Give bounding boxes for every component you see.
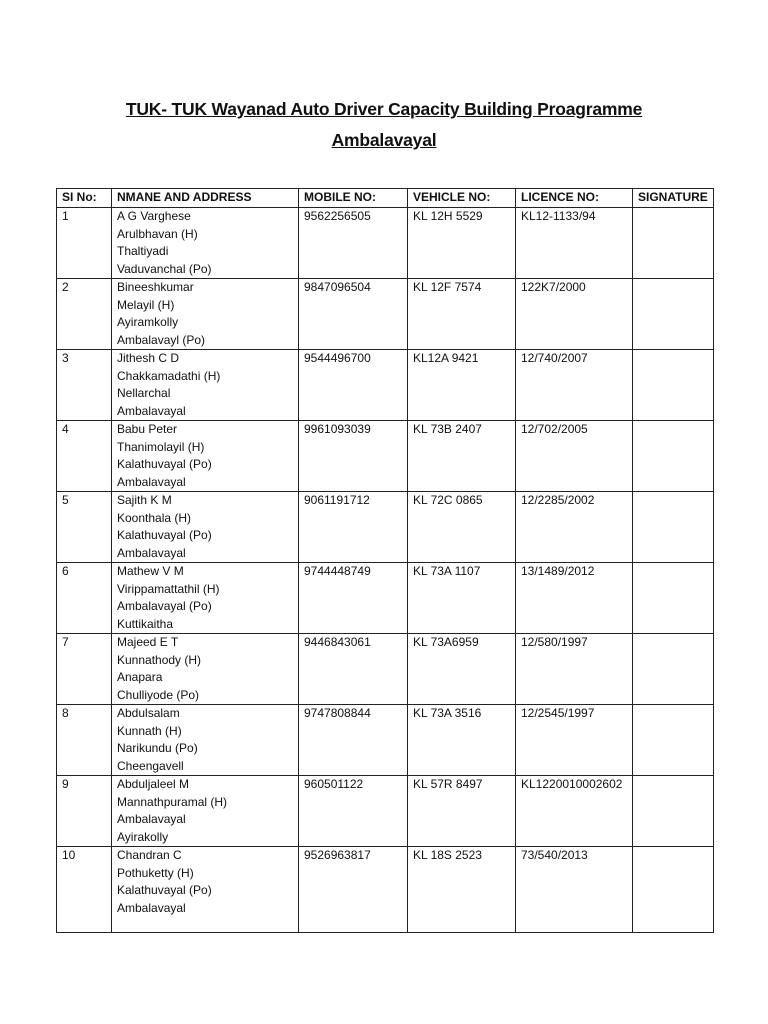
address-line: Abdulsalam xyxy=(117,706,180,720)
address-line: Abduljaleel M xyxy=(117,777,190,791)
cell-si-no: 10 xyxy=(57,847,112,933)
cell-licence: 12/702/2005 xyxy=(516,421,633,492)
cell-licence: 122K7/2000 xyxy=(516,279,633,350)
cell-vehicle: KL 72C 0865 xyxy=(408,492,516,563)
table-row xyxy=(57,208,714,279)
cell-name-address xyxy=(112,279,299,350)
cell-name-address xyxy=(112,563,299,634)
cell-signature xyxy=(633,279,714,350)
address-line: Chulliyode (Po) xyxy=(117,687,200,702)
cell-licence: 13/1489/2012 xyxy=(516,563,633,634)
cell-licence: 12/2545/1997 xyxy=(516,705,633,776)
table-header-row xyxy=(57,189,714,208)
cell-licence: KL12-1133/94 xyxy=(516,208,633,279)
cell-licence: 73/540/2013 xyxy=(516,847,633,933)
cell-mobile: 9562256505 xyxy=(299,208,408,279)
header-licence: LICENCE NO: xyxy=(516,189,633,208)
cell-signature xyxy=(633,350,714,421)
cell-mobile: 9446843061 xyxy=(299,634,408,705)
title-line-1: TUK- TUK Wayanad Auto Driver Capacity Building Proagramme xyxy=(125,99,643,119)
cell-si-no: 1 xyxy=(57,208,112,279)
address-line: Arulbhavan (H) xyxy=(117,226,198,241)
cell-vehicle: KL 12F 7574 xyxy=(408,279,516,350)
table-row xyxy=(57,705,714,776)
address-line: Chandran C xyxy=(117,848,182,862)
cell-licence: 12/740/2007 xyxy=(516,350,633,421)
cell-mobile: 9847096504 xyxy=(299,279,408,350)
table-row xyxy=(57,634,714,705)
address-line: Bineeshkumar xyxy=(117,280,194,294)
cell-mobile: 9961093039 xyxy=(299,421,408,492)
address-line: Ambalavayl (Po) xyxy=(117,332,206,347)
address-line: Nellarchal xyxy=(117,386,171,400)
address-line: Mannathpuramal (H) xyxy=(117,794,228,809)
cell-signature xyxy=(633,421,714,492)
address-line: Chakkamadathi (H) xyxy=(117,368,221,383)
cell-vehicle: KL 57R 8497 xyxy=(408,776,516,847)
address-line: Thaltiyadi xyxy=(117,244,169,258)
table-row xyxy=(57,279,714,350)
cell-vehicle: KL 73B 2407 xyxy=(408,421,516,492)
cell-si-no: 9 xyxy=(57,776,112,847)
cell-name-address xyxy=(112,208,299,279)
table-row xyxy=(57,776,714,847)
header-si-no: SI No: xyxy=(57,189,112,208)
title-line-2: Ambalavayal xyxy=(331,130,437,150)
cell-vehicle: KL12A 9421 xyxy=(408,350,516,421)
cell-vehicle: KL 18S 2523 xyxy=(408,847,516,933)
address-line: Virippamattathil (H) xyxy=(117,581,220,596)
table-row xyxy=(57,563,714,634)
cell-vehicle: KL 73A 1107 xyxy=(408,563,516,634)
address-line: Mathew V M xyxy=(117,564,184,578)
cell-mobile: 9061191712 xyxy=(299,492,408,563)
address-line: Kalathuvayal (Po) xyxy=(117,528,212,542)
cell-licence: 12/2285/2002 xyxy=(516,492,633,563)
cell-name-address xyxy=(112,634,299,705)
cell-signature xyxy=(633,563,714,634)
document-title xyxy=(0,94,768,156)
address-line: Cheengavell xyxy=(117,758,184,773)
address-line: A G Varghese xyxy=(117,209,191,223)
table-row xyxy=(57,492,714,563)
address-line: Sajith K M xyxy=(117,493,172,507)
address-line: Thanimolayil (H) xyxy=(117,439,205,454)
cell-mobile: 9747808844 xyxy=(299,705,408,776)
cell-mobile: 9744448749 xyxy=(299,563,408,634)
address-line: Ambalavayal (Po) xyxy=(117,599,212,613)
address-line: Narikundu (Po) xyxy=(117,741,198,755)
address-line: Kalathuvayal (Po) xyxy=(117,883,212,897)
header-vehicle: VEHICLE NO: xyxy=(408,189,516,208)
cell-mobile: 960501122 xyxy=(299,776,408,847)
address-line: Babu Peter xyxy=(117,422,178,436)
cell-signature xyxy=(633,492,714,563)
address-line: Kunnath (H) xyxy=(117,723,182,738)
address-line: Pothuketty (H) xyxy=(117,865,194,880)
driver-table xyxy=(56,188,714,933)
cell-signature xyxy=(633,776,714,847)
cell-signature xyxy=(633,634,714,705)
header-signature: SIGNATURE xyxy=(633,189,714,208)
cell-signature xyxy=(633,847,714,933)
cell-si-no: 6 xyxy=(57,563,112,634)
cell-si-no: 3 xyxy=(57,350,112,421)
address-line: Kunnathody (H) xyxy=(117,652,202,667)
address-line: Ambalavayal xyxy=(117,474,186,489)
cell-name-address xyxy=(112,847,299,933)
cell-name-address xyxy=(112,776,299,847)
header-name-address: NMANE AND ADDRESS xyxy=(112,189,299,208)
address-line: Kalathuvayal (Po) xyxy=(117,457,212,471)
address-line: Ambalavayal xyxy=(117,812,186,826)
address-line: Ayirakolly xyxy=(117,829,169,844)
cell-mobile: 9526963817 xyxy=(299,847,408,933)
cell-signature xyxy=(633,208,714,279)
cell-licence: KL1220010002602 xyxy=(516,776,633,847)
cell-si-no: 2 xyxy=(57,279,112,350)
cell-vehicle: KL 12H 5529 xyxy=(408,208,516,279)
cell-name-address xyxy=(112,350,299,421)
cell-name-address xyxy=(112,705,299,776)
address-line: Kuttikaitha xyxy=(117,616,174,631)
address-line: Koonthala (H) xyxy=(117,510,192,525)
address-line: Vaduvanchal (Po) xyxy=(117,261,212,276)
cell-si-no: 4 xyxy=(57,421,112,492)
address-line: Melayil (H) xyxy=(117,297,175,312)
address-line: Majeed E T xyxy=(117,635,179,649)
table-row xyxy=(57,350,714,421)
cell-si-no: 8 xyxy=(57,705,112,776)
cell-licence: 12/580/1997 xyxy=(516,634,633,705)
address-line: Anapara xyxy=(117,670,163,684)
cell-si-no: 5 xyxy=(57,492,112,563)
header-mobile: MOBILE NO: xyxy=(299,189,408,208)
cell-name-address xyxy=(112,492,299,563)
table-row xyxy=(57,847,714,933)
address-line: Jithesh C D xyxy=(117,351,180,365)
address-line: Ambalavayal xyxy=(117,900,186,915)
cell-name-address xyxy=(112,421,299,492)
cell-si-no: 7 xyxy=(57,634,112,705)
address-line: Ayiramkolly xyxy=(117,315,179,329)
address-line: Ambalavayal xyxy=(117,545,186,560)
address-line: Ambalavayal xyxy=(117,403,186,418)
cell-vehicle: KL 73A6959 xyxy=(408,634,516,705)
cell-signature xyxy=(633,705,714,776)
cell-mobile: 9544496700 xyxy=(299,350,408,421)
cell-vehicle: KL 73A 3516 xyxy=(408,705,516,776)
table-row xyxy=(57,421,714,492)
